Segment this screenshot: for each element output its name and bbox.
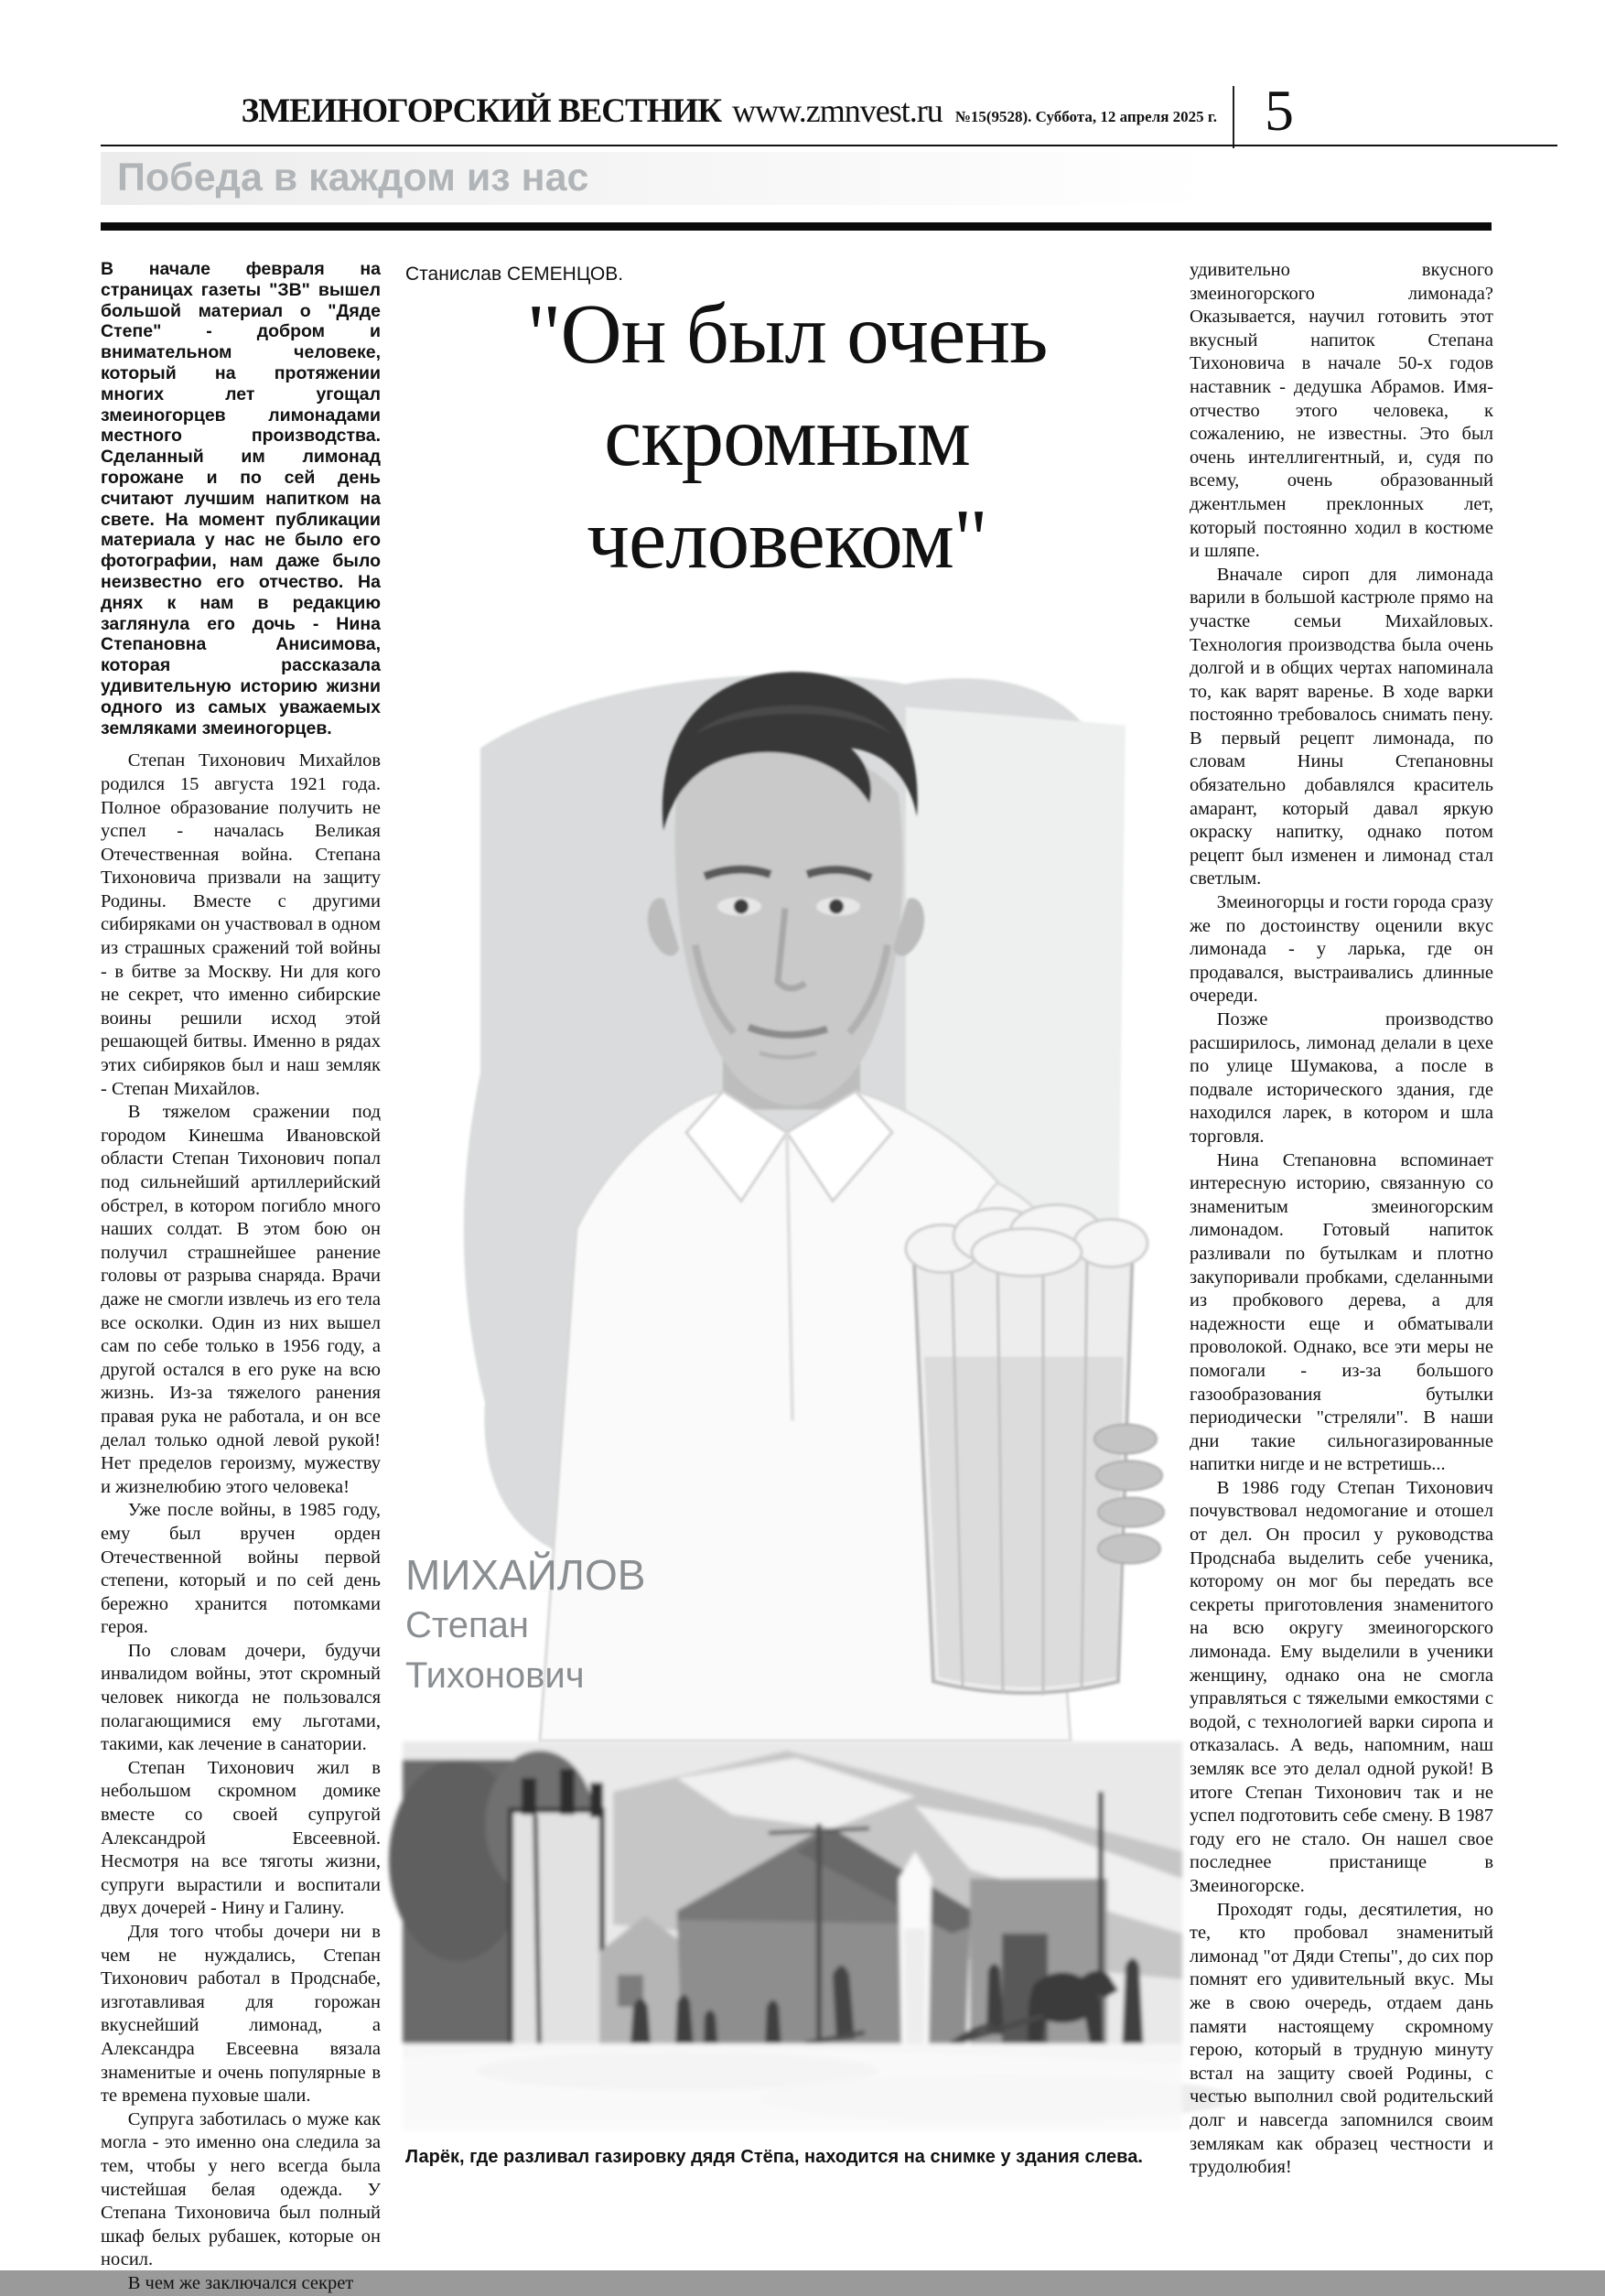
newspaper-website: www.zmnvest.ru xyxy=(732,92,943,129)
masthead-rule xyxy=(101,145,1557,146)
paragraph: Степан Тихонович Михайлов родился 15 августа 1921 года. Полное образование получить не успел - началась Великая Отечественная война. Степана Тихоновича призвали на защиту Родины. Вместе с другими сибиряками он участвовал в одном из страшных сражений той войны - в битве за Москву. Ни для кого не секрет, что именно сибирские воины решили исход этой решающей битвы. Именно в рядах этих сибиряков был и наш земляк - Степан Михайлов. xyxy=(101,750,381,1099)
paragraph: В чем же заключался секрет xyxy=(127,2272,354,2293)
section-divider-bar xyxy=(101,222,1492,231)
paragraph: Проходят годы, десятилетия, но те, кто пробовал знаменитый лимонад "от Дяди Степы", до сих пор помнят его удивительный вкус. Мы же в свою очередь, отдаем дань памяти настоящему скромному герою, который в трудную минуту встал на защиту своей Родины, с честью выполнил свой родительский долг и навсегда запомнился своим землякам как образец честности и трудолюбия! xyxy=(1190,1899,1493,2178)
headline-line: "Он был очень xyxy=(526,287,1048,382)
paragraph: Позже производство расширилось, лимонад делали в цехе по улице Шумакова, а после в подвале исторического здания, где находился ларек, в котором и шла торговля. xyxy=(1190,1009,1493,1147)
portrait-label xyxy=(405,1550,645,1701)
paragraph: удивительно вкусного змеиногорского лимонада? Оказывается, научил готовить этот вкусный напиток Степана Тихоновича в начале 50-х годов наставник - дедушка Абрамов. Имя-отчество этого человека, к сожалению, не известны. Это был очень интеллигентный, и, судя по всему, очень образованный джентльмен преклонных лет, который постоянно ходил в костюме и шляпе. xyxy=(1190,260,1493,562)
masthead-divider xyxy=(1233,86,1234,148)
left-column-body xyxy=(101,749,381,2295)
headline-line: человеком" xyxy=(587,492,987,587)
paragraph: Для того чтобы дочери ни в чем не нуждались, Степан Тихонович работал в Продснабе, изготавливая для горожан вкуснейший лимонад, а Александра Евсеевна вязала знаменитые и очень популярные в те времена пуховые шали. xyxy=(101,1922,381,2107)
paragraph: Нина Степановна вспоминает интересную историю, связанную со знаменитым змеиногорским лимонадом. Готовый напиток разливали по бутылкам и плотно закупоривали пробками, сделанными из пробкового дерева, а для надежности еще и обматывали проволокой. Однако, все эти меры не помогали - из-за большого газообразования бутылки периодически "стреляли". В наши дни такие сильногазированные напитки нигде и не встретишь... xyxy=(1190,1149,1493,1475)
portrait-patronymic: Тихонович xyxy=(405,1655,585,1696)
section-title: Победа в каждом из нас xyxy=(117,156,589,199)
issue-info: №15(9528). Суббота, 12 апреля 2025 г. xyxy=(954,108,1217,125)
left-column xyxy=(101,259,381,2296)
photo-caption: Ларёк, где разливал газировку дядя Стёпа, находится на снимке у здания слева. xyxy=(405,2147,1143,2167)
portrait-firstname: Степан xyxy=(405,1605,529,1645)
headline-line: скромным xyxy=(604,390,970,484)
masthead xyxy=(0,92,1217,131)
paragraph: По словам дочери, будучи инвалидом войны, этот скромный человек никогда не пользовался полагающимися ему льготами, такими, как лечение в санатории. xyxy=(101,1640,381,1755)
article-headline xyxy=(393,284,1180,591)
article-lead: В начале февраля на страницах газеты "ЗВ" вышел большой материал о "Дяде Степе" - добром и внимательном человеке, который на протяжении многих лет угощал змеиногорцев лимонадами местного производства. Сделанный им лимонад горожане и по сей день считают лучшим напитком на свете. На момент публикации материала у нас не было его фотографии, нам даже было неизвестно его отчество. На днях к нам в редакцию заглянула его дочь - Нина Степановна Анисимова, которая рассказала удивительную историю жизни одного из самых уважаемых земляками змеиногорцев. xyxy=(101,259,381,738)
right-column xyxy=(1190,259,1493,2180)
paragraph: Змеиногорцы и гости города сразу же по достоинству оценили вкус лимонада - у ларька, где он продавался, выстраивались длинные очереди. xyxy=(1190,892,1493,1007)
article-byline: Станислав СЕМЕНЦОВ. xyxy=(405,264,624,285)
paragraph: В тяжелом сражении под городом Кинешма Ивановской области Степан Тихонович попал под сильнейший артиллерийский обстрел, в котором погибло много наших солдат. В этом бою он получил страшнейшее ранение головы от разрыва снаряда. Врачи даже не смогли извлечь из его тела все осколки. Один из них вышел сам по себе только в 1956 году, а другой остался в его руке на всю жизнь. Из-за тяжелого ранения правая рука не работала, и он все делал только одной левой рукой! Нет пределов героизму, мужеству и жизнелюбию этого человека! xyxy=(101,1102,381,1497)
village-photo xyxy=(403,1741,1182,2130)
portrait-surname: МИХАЙЛОВ xyxy=(405,1551,646,1599)
page-number: 5 xyxy=(1265,78,1294,143)
paragraph: Супруга заботилась о муже как могла - это именно она следила за тем, чтобы у него всегда была чистейшая белая одежда. У Степана Тихоновича был полный шкаф белых рубашек, которые он носил. xyxy=(101,2108,381,2270)
paragraph: Вначале сироп для лимонада варили в большой кастрюле прямо на участке семьи Михайловых. Технология производства была очень долгой и в общих чертах напоминала то, как варят варенье. В ходе варки постоянно требовалось снимать пену. В первый рецепт лимонада, по словам Нины Степановны обязательно добавлялся краситель амарант, который давал яркую окраску напитку, однако потом рецепт был изменен и лимонад стал светлым. xyxy=(1190,564,1493,889)
paragraph: Степан Тихонович жил в небольшом скромном домике вместе со своей супругой Александрой Евсеевной. Несмотря на все тяготы жизни, супруги вырастили и воспитали двух дочерей - Нину и Галину. xyxy=(101,1757,381,1919)
paragraph: Уже после войны, в 1985 году, ему был вручен орден Отечественной войны первой степени, который и по сей день бережно хранится потомками героя. xyxy=(101,1500,381,1638)
paragraph: В 1986 году Степан Тихонович почувствовал недомогание и отошел от дел. Он просил у руководства Продснаба выделить себе ученика, которому он мог бы передать все секреты приготовления знаменитого на всю округу змеиногорского лимонада. Ему выделили в ученики женщину, однако она не смогла управляться с тяжелыми емкостями с водой, с технологией варки сиропа и отказалась. А ведь, напомним, наш земляк все это делал одной рукой! В итоге Степан Тихонович так и не успел подготовить себе смену. В 1987 году его не стало. Он нашел свое последнее пристанище в Змеиногорске. xyxy=(1190,1477,1493,1896)
newspaper-title: ЗМЕИНОГОРСКИЙ ВЕСТНИК xyxy=(241,92,722,130)
